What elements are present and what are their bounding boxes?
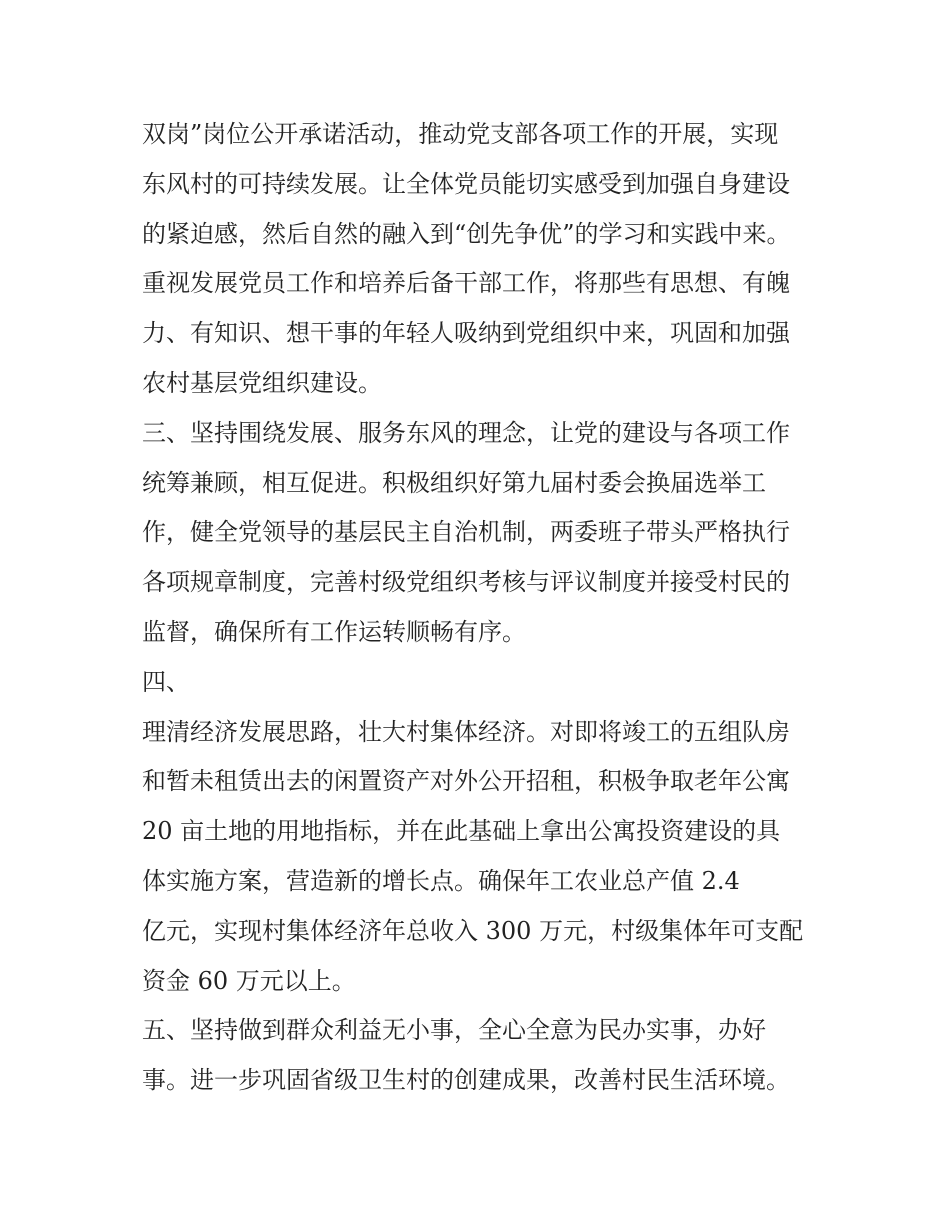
text-line: 四、 — [142, 667, 190, 696]
text-line: 亿元，实现村集体经济年总收入 300 万元，村级集体年可支配 — [142, 916, 804, 945]
text-line: 监督，确保所有工作运转顺畅有序。 — [142, 617, 526, 646]
text-line: 五、坚持做到群众利益无小事，全心全意为民办实事，办好 — [142, 1016, 766, 1045]
text-line: 力、有知识、想干事的年轻人吸纳到党组织中来，巩固和加强 — [142, 319, 790, 348]
text-line: 理清经济发展思路，壮大村集体经济。对即将竣工的五组队房 — [142, 717, 790, 746]
text-line: 双岗”岗位公开承诺活动，推动党支部各项工作的开展，实现 — [142, 120, 779, 148]
text-line: 农村基层党组织建设。 — [142, 368, 382, 397]
text-line: 作，健全党领导的基层民主自治机制，两委班子带头严格执行 — [142, 518, 790, 547]
text-line: 的紧迫感，然后自然的融入到“创先争优”的学习和实践中来。 — [142, 219, 791, 248]
text-line: 各项规章制度，完善村级党组织考核与评议制度并接受村民的 — [142, 568, 790, 597]
text-line: 和暂未租赁出去的闲置资产对外公开招租，积极争取老年公寓 — [142, 767, 790, 796]
text-line: 重视发展党员工作和培养后备干部工作，将那些有思想、有魄 — [142, 269, 790, 298]
text-line: 东风村的可持续发展。让全体党员能切实感受到加强自身建设 — [142, 169, 790, 198]
text-line: 统筹兼顾，相互促进。积极组织好第九届村委会换届选举工 — [142, 468, 766, 497]
text-line: 事。进一步巩固省级卫生村的创建成果，改善村民生活环境。 — [142, 1066, 790, 1095]
text-line: 体实施方案，营造新的增长点。确保年工农业总产值 2.4 — [142, 866, 740, 895]
text-line: 资金 60 万元以上。 — [142, 966, 356, 995]
body-text — [142, 110, 842, 1106]
text-line: 三、坚持围绕发展、服务东风的理念，让党的建设与各项工作 — [142, 418, 790, 447]
text-line: 20 亩土地的用地指标，并在此基础上拿出公寓投资建设的具 — [142, 817, 781, 846]
